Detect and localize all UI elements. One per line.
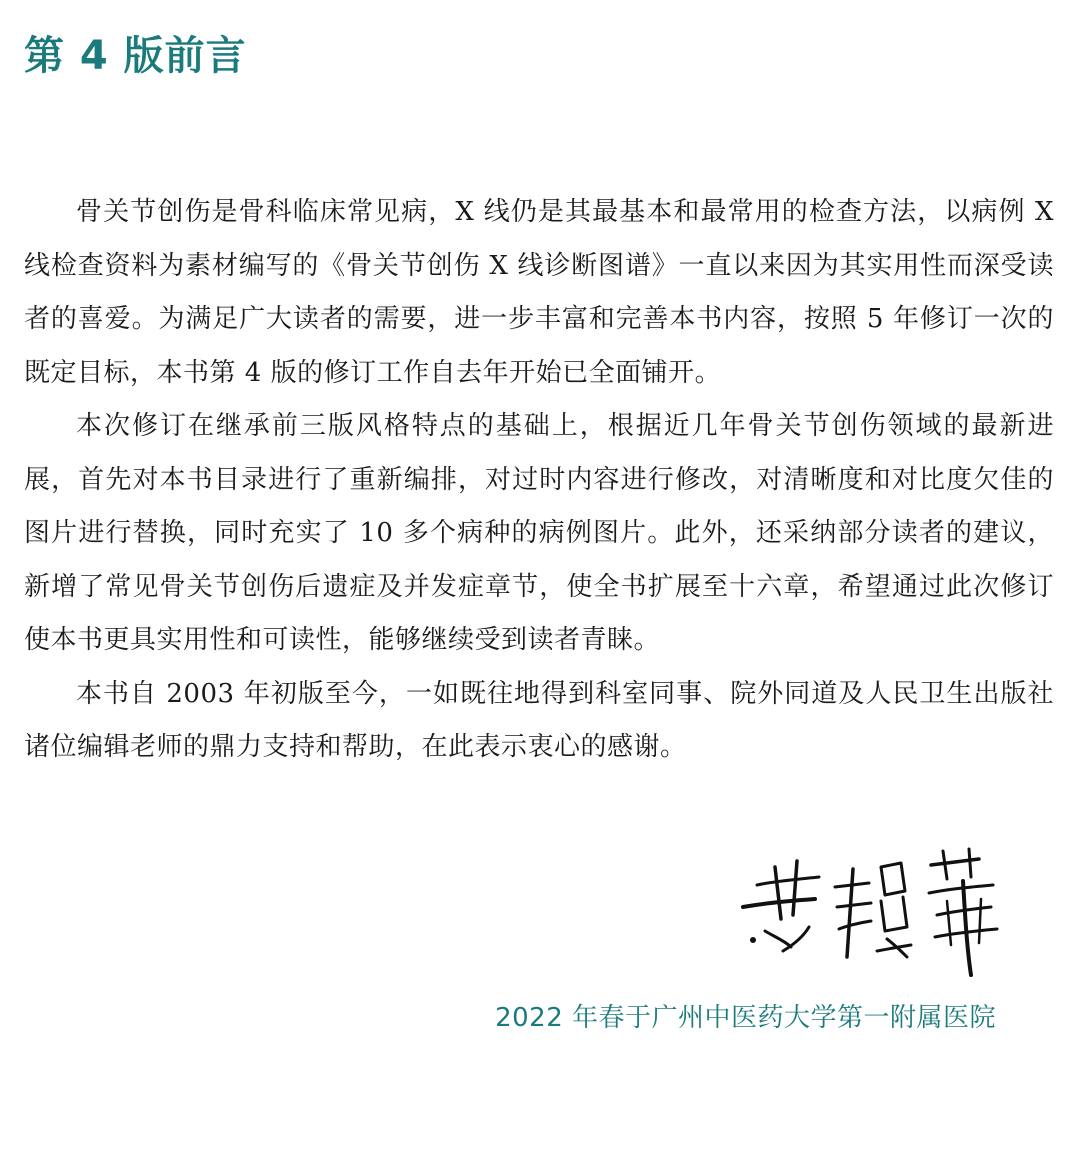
preface-paragraph-2: 本次修订在继承前三版风格特点的基础上，根据近几年骨关节创伤领域的最新进展，首先对本书目录进行了重新编排，对过时内容进行修改，对清晰度和对比度欠佳的图片进行替换，同时充实了 10 多个病种的病例图片。此外，还采纳部分读者的建议，新增了常见骨关节创伤后遗症及并发症章节，使全书扩展至十六章，希望通过此次修订使本书更具实用性和可读性，能够继续受到读者青睐。 xyxy=(24,411,1054,655)
page-title: 第 4 版前言 xyxy=(24,33,247,79)
preface-paragraph-3: 本书自 2003 年初版至今，一如既往地得到科室同事、院外同道及人民卫生出版社诸位编辑老师的鼎力支持和帮助，在此表示衷心的感谢。 xyxy=(24,678,1054,762)
author-signature xyxy=(735,845,1005,985)
preface-paragraph-1: 骨关节创伤是骨科临床常见病，X 线仍是其最基本和最常用的检查方法，以病例 X 线检查资料为素材编写的《骨关节创伤 X 线诊断图谱》一直以来因为其实用性而深受读者的喜爱。为满足广大读者的需要，进一步丰富和完善本书内容，按照 5 年修订一次的既定目标，本书第 4 版的修订工作自去年开始已全面铺开。 xyxy=(24,197,1054,388)
signature-date-place: 2022 年春于广州中医药大学第一附属医院 xyxy=(495,1003,996,1033)
preface-body xyxy=(24,186,1054,775)
